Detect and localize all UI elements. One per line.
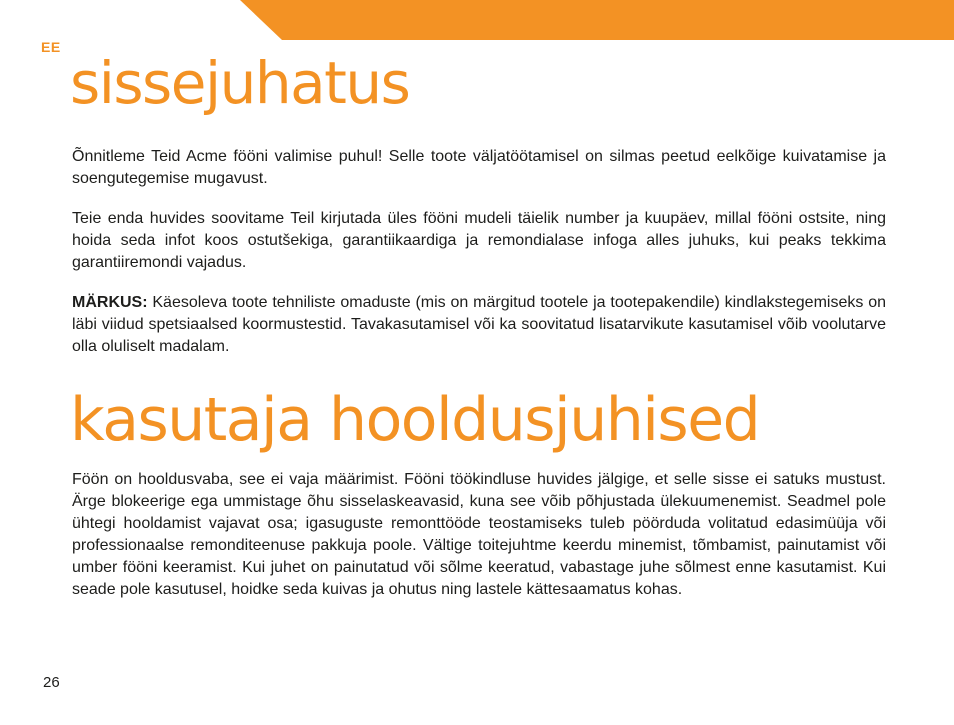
note-text: Käesoleva toote tehniliste omaduste (mis on märgitud tootele ja tootepakendile) kindlakstegemiseks on läbi viidud spetsiaalsed koormustestid. Tavakasutamisel või ka soovitatud lisatarvikute kasutamisel võib voolutarve olla oluliselt madalam. [72, 294, 886, 355]
page-number: 26 [43, 674, 60, 691]
intro-paragraph-2: Teie enda huvides soovitame Teil kirjutada üles fööni mudeli täielik number ja kuupäev, millal fööni ostsite, ning hoida seda infot koos ostutšekiga, garantiikaardiga ja remondialase infoga alles juhuks, kui peaks tekkima garantiiremondi vajadus. [72, 210, 886, 271]
section-title-care: kasutaja hooldusjuhised [70, 385, 760, 455]
note-label: MÄRKUS: [72, 294, 148, 311]
intro-paragraph-1: Õnnitleme Teid Acme fööni valimise puhul! Selle toote väljatöötamisel on silmas peetud eelkõige kuivatamise ja soengutegemise mugavust. [72, 148, 886, 187]
care-paragraph: Föön on hooldusvaba, see ei vaja määrimist. Fööni töökindluse huvides jälgige, et selle sisse ei satuks mustust. Ärge blokeerige ega ummistage õhu sisselaskeavasid, kuna see võib põhjustada ülekuumenemist. Seadmel pole ühtegi hooldamist vajavat osa; igasuguste remonttööde teostamiseks tuleb pöörduda volitatud edasimüüja või professionaalse remonditeenuse pakkuja poole. Vältige toitejuhtme keerdu minemist, tõmbamist, painutamist või umber fööni keeramist. Kui juhet on painutatud või sõlme keeratud, vabastage juhe sõlmest enne kasutamist. Kui seade pole kasutusel, hoidke seda kuivas ja ohutus ning lastele kättesaamatus kohas. [72, 471, 886, 598]
header-accent-band [240, 0, 954, 40]
note-paragraph [72, 292, 886, 358]
language-code: EE [41, 39, 61, 55]
section-title-introduction: sissejuhatus [70, 49, 410, 117]
